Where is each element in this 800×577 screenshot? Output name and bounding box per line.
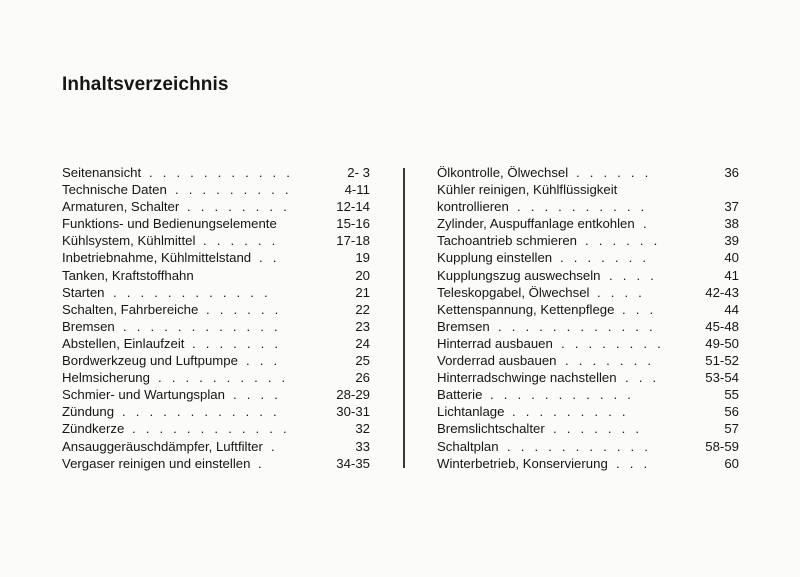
toc-entry-label: Kupplung einstellen (437, 250, 553, 266)
toc-entry (62, 455, 370, 472)
toc-entry (437, 369, 739, 386)
toc-entry-page: 21 (355, 284, 370, 300)
column-divider (403, 168, 405, 468)
toc-entry-leader-dots: . . . . . . . . . . . . (122, 404, 280, 420)
toc-entry-leader-dots: . . . . . . . . . . . . (123, 318, 281, 334)
toc-entry-label: Bordwerkzeug und Luftpumpe (62, 353, 238, 369)
toc-entry-page: 45-48 (705, 318, 739, 334)
toc-entry-page: 32 (355, 421, 370, 437)
toc-entry-leader-dots: . . . . . . (576, 165, 652, 180)
toc-entry-leader-dots: . . . . . . . . . . . . (498, 318, 656, 334)
toc-entry (437, 403, 739, 420)
toc-entry (62, 249, 370, 266)
toc-entry (437, 284, 739, 301)
toc-entry-leader-dots: . . . . . . . . . . . . (132, 421, 290, 437)
toc-entry-page: 20 (355, 267, 370, 283)
toc-entry (62, 403, 370, 420)
toc-entry-page: 53-54 (705, 370, 739, 386)
toc-entry-label: Bremsen (437, 318, 490, 334)
toc-entry-label: Bremsen (62, 318, 115, 334)
toc-entry-page: 37 (724, 199, 739, 215)
toc-entry (62, 198, 370, 215)
toc-entry-page: 39 (724, 233, 739, 249)
toc-entry-label: Hinterrad ausbauen (437, 335, 553, 351)
toc-entry-page: 15-16 (336, 216, 370, 232)
toc-entry-label: Schaltplan (437, 438, 499, 454)
toc-entry-page: 44 (724, 301, 739, 317)
toc-entry-page: 38 (724, 216, 739, 232)
toc-entry-page: 56 (724, 404, 739, 420)
toc-entry-label-continued: kontrollieren (437, 199, 509, 215)
toc-entry-label: Tachoantrieb schmieren (437, 233, 578, 249)
toc-entry-page: 25 (355, 353, 370, 369)
toc-entry-page: 30-31 (336, 404, 370, 420)
toc-entry (62, 301, 370, 318)
toc-entry-page: 2- 3 (347, 165, 370, 180)
toc-entry-leader-dots: . . . . . . (585, 233, 661, 249)
toc-entry-page: 42-43 (705, 284, 739, 300)
toc-entry (62, 386, 370, 403)
toc-entry-label: Winterbetrieb, Konservierung (437, 455, 608, 471)
toc-entry-leader-dots: . . . . . . . (560, 250, 650, 266)
toc-entry (437, 181, 739, 215)
toc-entry (62, 352, 370, 369)
toc-entry-label: Funktions- und Bedienungselemente (62, 216, 277, 232)
toc-entry-label: Abstellen, Einlaufzeit (62, 335, 185, 351)
toc-entry (437, 335, 739, 352)
toc-entry-page: 55 (724, 387, 739, 403)
toc-entry-leader-dots: . (258, 455, 265, 471)
toc-entry-label: Inbetriebnahme, Kühlmittelstand (62, 250, 252, 266)
toc-entry (437, 318, 739, 335)
toc-entry (62, 164, 370, 181)
toc-entry-page: 4-11 (344, 182, 370, 198)
toc-entry-page: 33 (355, 438, 370, 454)
toc-entry (437, 438, 739, 455)
toc-entry (62, 369, 370, 386)
toc-entry-leader-dots: . . . . . . . (553, 421, 643, 437)
toc-entry-leader-dots: . . . . . . . . . . (517, 199, 648, 215)
toc-entry (437, 249, 739, 266)
toc-entry-label: Bremslichtschalter (437, 421, 545, 437)
toc-left-column (62, 164, 370, 472)
toc-entry-label: Starten (62, 284, 105, 300)
toc-entry-label: Vorderrad ausbauen (437, 353, 557, 369)
toc-entry-leader-dots: . . . . . . . . . . . (149, 165, 294, 180)
toc-right-column (437, 164, 739, 472)
toc-entry-page: 19 (355, 250, 370, 266)
toc-entry-label: Kupplungszug auswechseln (437, 267, 601, 283)
toc-entry-leader-dots: . . . . . . . . (561, 335, 664, 351)
toc-entry-page: 17-18 (336, 233, 370, 249)
toc-entry (437, 386, 739, 403)
toc-entry-label: Technische Daten (62, 182, 167, 198)
toc-entry (62, 232, 370, 249)
toc-entry-leader-dots: . . . . . . . . . . (158, 370, 289, 386)
toc-entry (62, 335, 370, 352)
toc-entry-leader-dots: . . . (246, 353, 281, 369)
toc-entry-page: 41 (724, 267, 739, 283)
toc-entry-label: Hinterradschwinge nachstellen (437, 370, 617, 386)
toc-entry-label: Zündung (62, 404, 115, 420)
toc-entry (62, 215, 370, 232)
toc-entry-label: Teleskopgabel, Ölwechsel (437, 284, 590, 300)
toc-entry-page: 23 (355, 318, 370, 334)
toc-entry-label: Ölkontrolle, Ölwechsel (437, 165, 569, 180)
toc-entry-page: 58-59 (705, 438, 739, 454)
toc-entry-label: Schalten, Fahrbereiche (62, 301, 199, 317)
toc-entry (62, 181, 370, 198)
toc-entry-label: Schmier- und Wartungsplan (62, 387, 225, 403)
toc-entry-leader-dots: . . . . (609, 267, 658, 283)
toc-entry-leader-dots: . . . . (233, 387, 282, 403)
toc-entry (437, 352, 739, 369)
toc-entry-label: Zündkerze (62, 421, 125, 437)
toc-entry-page: 49-50 (705, 335, 739, 351)
toc-entry (437, 267, 739, 284)
toc-entry-label: Kettenspannung, Kettenpflege (437, 301, 615, 317)
toc-entry-leader-dots: . . . . . . . . . (512, 404, 629, 420)
toc-entry (62, 420, 370, 437)
toc-entry-page: 34-35 (336, 455, 370, 471)
toc-entry-label: Lichtanlage (437, 404, 505, 420)
page-title: Inhaltsverzeichnis (62, 74, 229, 95)
toc-entry-page: 26 (355, 370, 370, 386)
toc-entry (437, 232, 739, 249)
toc-entry (437, 301, 739, 318)
toc-entry-page: 57 (724, 421, 739, 437)
toc-entry-page: 22 (355, 301, 370, 317)
toc-entry-label: Zylinder, Auspuffanlage entkohlen (437, 216, 635, 232)
toc-entry-label: Vergaser reinigen und einstellen (62, 455, 251, 471)
toc-entry-leader-dots: . . . . . . . . . . . (490, 387, 635, 403)
toc-entry (437, 215, 739, 232)
toc-entry-label: Helmsicherung (62, 370, 150, 386)
toc-entry-leader-dots: . . . (622, 301, 657, 317)
toc-entry-leader-dots: . . . . . . . . . . . (507, 438, 652, 454)
toc-entry-leader-dots: . . . . . . . . . (175, 182, 292, 198)
toc-entry-label: Ansauggeräuschdämpfer, Luftfilter (62, 438, 263, 454)
toc-entry-leader-dots: . . . . . . (206, 301, 282, 317)
toc-entry-leader-dots: . . . (616, 455, 651, 471)
toc-entry-leader-dots: . . . . . . . . . . . . (113, 284, 271, 300)
toc-entry-page: 24 (355, 335, 370, 351)
toc-entry (62, 318, 370, 335)
toc-entry (437, 164, 739, 181)
toc-entry-leader-dots: . . . . . . . (192, 335, 282, 351)
toc-entry (62, 284, 370, 301)
toc-entry-page: 51-52 (705, 353, 739, 369)
toc-entry-label: Armaturen, Schalter (62, 199, 180, 215)
toc-entry-leader-dots: . . (259, 250, 280, 266)
toc-entry-leader-dots: . . . . . . . . (187, 199, 290, 215)
toc-entry (62, 267, 370, 284)
toc-entry-label: Tanken, Kraftstoffhahn (62, 267, 194, 283)
toc-entry-label: Batterie (437, 387, 483, 403)
toc-entry-page: 40 (724, 250, 739, 266)
toc-entry-label: Seitenansicht (62, 165, 142, 180)
toc-entry-leader-dots: . . . (625, 370, 660, 386)
toc-entry-leader-dots: . . . . . . (203, 233, 279, 249)
toc-entry-page: 60 (724, 455, 739, 471)
toc-entry-page: 36 (724, 165, 739, 180)
toc-entry-leader-dots: . . . . (597, 284, 646, 300)
toc-entry (62, 438, 370, 455)
toc-entry-leader-dots: . (271, 438, 278, 454)
toc-entry-page: 12-14 (336, 199, 370, 215)
toc-entry-leader-dots: . . . . . . . (565, 353, 655, 369)
toc-entry (437, 420, 739, 437)
toc-entry-label: Kühlsystem, Kühlmittel (62, 233, 196, 249)
toc-entry-label: Kühler reinigen, Kühlflüssigkeit (437, 182, 618, 198)
toc-entry (437, 455, 739, 472)
toc-entry-page: 28-29 (336, 387, 370, 403)
toc-entry-leader-dots: . (643, 216, 650, 232)
